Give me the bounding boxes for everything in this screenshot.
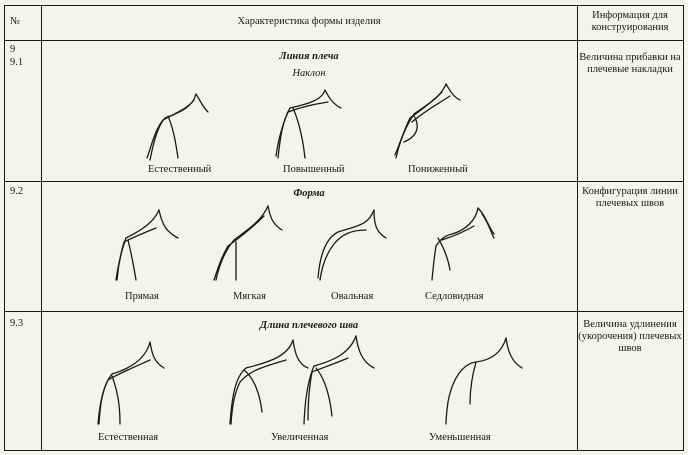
shoulder-sketch-oval — [318, 210, 386, 280]
shoulder-sketch-increased-b — [304, 336, 374, 424]
row-number: 9 — [10, 44, 16, 55]
shoulder-sketch-straight — [116, 210, 178, 280]
header-number: № — [10, 16, 21, 27]
row-info: Величина удлинения (укорочения) плечевых швов — [578, 319, 682, 354]
row-info: Конфигурация линии плечевых швов — [582, 186, 678, 209]
row-number: 9.2 — [10, 186, 24, 197]
row-subtitle: Наклон — [292, 68, 326, 79]
shoulder-sketch-lowered-slope — [395, 84, 460, 158]
header-info: Информация для конструирования — [591, 10, 669, 33]
shoulder-sketch-raised-slope — [276, 90, 341, 158]
shoulder-label: Прямая — [125, 291, 159, 302]
row-subtitle: Форма — [293, 188, 325, 199]
shoulder-label: Пониженный — [408, 164, 468, 175]
shoulder-sketch-increased-a — [230, 340, 308, 424]
shoulder-sketch-decreased — [446, 338, 522, 424]
shoulder-label: Седловидная — [425, 291, 484, 302]
shoulder-label: Овальная — [331, 291, 374, 302]
shoulder-sketch-natural-length — [98, 342, 164, 424]
shoulder-sketch-soft — [214, 206, 282, 280]
shoulder-label: Мягкая — [233, 291, 266, 302]
row-subnumber: 9.1 — [10, 57, 24, 68]
shoulder-sketch-natural-slope — [147, 94, 208, 160]
shoulder-label: Уменьшенная — [429, 432, 491, 443]
section-title: Линия плеча — [279, 51, 339, 62]
shoulder-label: Естественный — [148, 164, 212, 175]
header-characteristic: Характеристика формы изделия — [237, 16, 381, 27]
row-number: 9.3 — [10, 318, 24, 329]
shoulder-label: Увеличенная — [271, 432, 329, 443]
row-info: Величина прибавки на плечевые накладки — [579, 52, 681, 75]
shoulder-label: Повышенный — [283, 164, 345, 175]
shoulder-sketch-saddle — [432, 208, 494, 280]
row-subtitle: Длина плечевого шва — [259, 320, 359, 331]
shoulder-label: Естественная — [98, 432, 159, 443]
